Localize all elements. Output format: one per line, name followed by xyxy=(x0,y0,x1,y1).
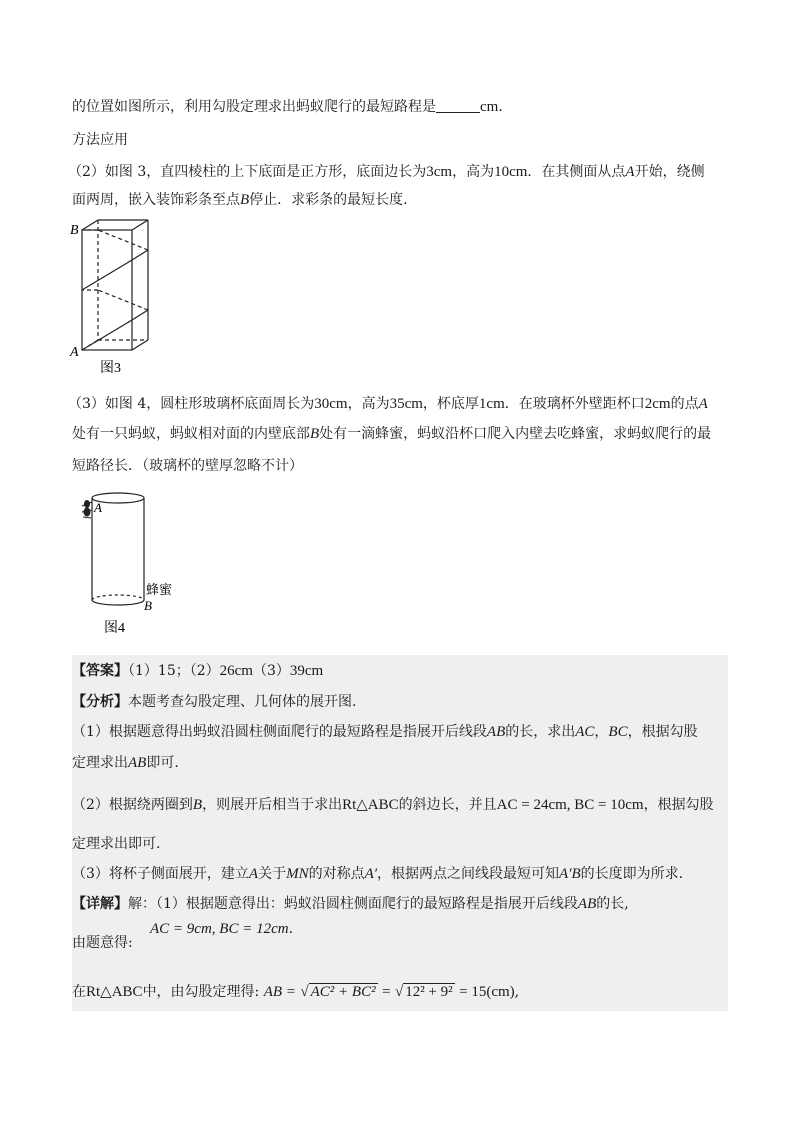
detail-line-3: 在Rt△ABC中，由勾股定理得: AB = √ AC² + BC² = √ 12² + 9² = 15(cm), xyxy=(72,984,520,1000)
fig4-label-b: B xyxy=(144,598,152,613)
fig4-label-a: A xyxy=(94,500,102,515)
answer-line: 【答案】（1）15；（2）26cm（3）39cm xyxy=(72,663,324,679)
analysis-p3-line: （3）将杯子侧面展开，建立A关于MN的对称点A′，根据两点之间线段最短可知A′B的长度即为所求. xyxy=(72,866,684,882)
figure-3-prism xyxy=(68,218,168,378)
analysis-p2-line-2: 定理求出即可. xyxy=(72,836,161,852)
q3-line-2: 处有一只蚂蚁，蚂蚁相对面的内壁底部B处有一滴蜂蜜，蚂蚁沿杯口爬入内壁去吃蜂蜜，求蚂蚁爬行的最 xyxy=(72,426,712,442)
fig3-label-a: A xyxy=(70,345,79,360)
q3-line-1: （3）如图 4，圆柱形玻璃杯底面周长为30cm，高为35cm，杯底厚1cm．在玻璃杯外壁距杯口2cm的点A xyxy=(68,396,708,412)
figure-4-cylinder xyxy=(76,488,186,638)
detail-tag: 【详解】 xyxy=(72,896,128,912)
analysis-p2-line-1: （2）根据绕两圈到B，则展开后相当于求出Rt△ABC的斜边长，并且AC = 24cm, BC = 10cm，根据勾股 xyxy=(72,797,714,813)
method-title: 方法应用 xyxy=(72,132,128,148)
detail-given-eq: AC = 9cm, BC = 12cm. xyxy=(150,921,294,937)
intro-line: 的位置如图所示，利用勾股定理求出蚂蚁爬行的最短路程是 cm. xyxy=(72,99,503,115)
detail-line-1: 【详解】解：（1）根据题意得出：蚂蚁沿圆柱侧面爬行的最短路程是指展开后线段AB的长, xyxy=(72,896,629,912)
sqrt-2: √ 12² + 9² xyxy=(394,984,453,1000)
fig4-caption: 图4 xyxy=(104,621,125,636)
ant-icon xyxy=(82,500,92,518)
analysis-tag: 【分析】 xyxy=(72,694,128,710)
q2-line-1: （2）如图 3，直四棱柱的上下底面是正方形，底面边长为3cm，高为10cm．在其侧面从点A开始，绕侧 xyxy=(68,164,705,180)
q3-line-3: 短路径长．（玻璃杯的壁厚忽略不计） xyxy=(72,458,303,474)
fig3-caption: 图3 xyxy=(100,361,121,376)
fig3-label-b: B xyxy=(70,223,79,238)
sqrt-1: √ AC² + BC² xyxy=(300,984,376,1000)
analysis-line: 【分析】本题考查勾股定理、几何体的展开图. xyxy=(72,694,357,710)
answer-blank xyxy=(436,98,480,113)
detail-line-2: 由题意得: xyxy=(72,935,133,951)
q2-line-2: 面两周，嵌入装饰彩条至点B停止．求彩条的最短长度. xyxy=(72,192,408,208)
analysis-p1-line-1: （1）根据题意得出蚂蚁沿圆柱侧面爬行的最短路程是指展开后线段AB的长，求出AC，BC，根据勾股 xyxy=(72,724,698,740)
answer-tag: 【答案】 xyxy=(72,663,128,679)
analysis-p1-line-2: 定理求出AB即可. xyxy=(72,755,179,771)
fig4-label-honey: 蜂蜜 xyxy=(146,582,173,597)
